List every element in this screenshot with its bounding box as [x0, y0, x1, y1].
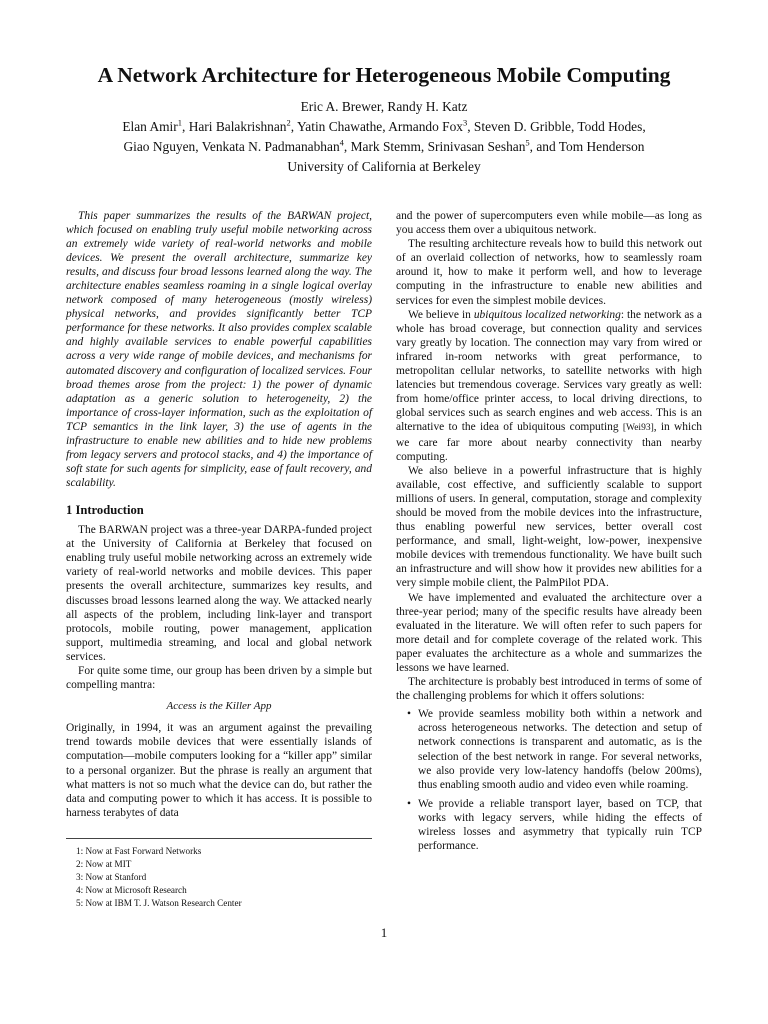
solutions-list — [396, 707, 702, 853]
list-item-text: We provide seamless mobility both within a network and across heterogeneous networks. The detection and setup of network connections is transparent and automatic, as is the selection of the best network in range. For several networks, we also provide very low-latency handoffs (below 200ms), thus enabling smooth audio and video even while roaming. — [418, 708, 702, 791]
right-paragraph-2 — [396, 308, 702, 464]
author-name: , Steven D. Gribble, Todd Hodes, — [467, 119, 646, 134]
affiliation: University of California at Berkeley — [287, 159, 481, 174]
paper-title: A Network Architecture for Heterogeneous Mobile Computing — [97, 63, 671, 87]
author-line-1: Eric A. Brewer, Randy H. Katz — [300, 99, 468, 114]
mantra: Access is the Killer App — [166, 700, 272, 713]
list-item-text: We provide a reliable transport layer, based on TCP, that works with legacy servers, while hiding the effects of wireless losses and asymmetry that typically ruin TCP performance. — [418, 797, 702, 853]
footnote: 3: Now at Stanford — [76, 872, 147, 882]
author-block — [30, 97, 738, 177]
author-line-2 — [30, 117, 738, 137]
footnote: 5: Now at IBM T. J. Watson Research Center — [76, 898, 242, 908]
list-item — [396, 797, 702, 853]
left-column — [66, 209, 372, 820]
intro-paragraph-3: Originally, in 1994, it was an argument against the prevailing trend towards mobile devices that were essentially islands of computation—mobile computers looking for a “killer app” similar to a personal organizer. But the phrase is really an argument that what matters is not so much what the device can do, but rather the data and computing power to which it has access. It is possible to harness terabytes of data — [66, 722, 372, 819]
author-footnote-mark: 3 — [462, 117, 468, 128]
footnote-divider — [66, 838, 372, 839]
right-paragraph-5: The architecture is probably best introduced in terms of some of the challenging problems for which it offers solutions: — [396, 676, 702, 703]
right-paragraph-0: and the power of supercomputers even while mobile—as long as you access them over a ubiquitous network. — [396, 210, 702, 237]
section-heading-introduction: 1 Introduction — [66, 502, 144, 517]
right-paragraph-1: The resulting architecture reveals how to build this network out of an overlaid collection of networks, how to seamlessly roam around it, how to make it perform well, and how to leverage computing in the infrastructure to enable new abilities and services for even the simplest mobile devices. — [396, 238, 702, 307]
footnote: 2: Now at MIT — [76, 859, 132, 869]
intro-paragraph-2: For quite some time, our group has been driven by a simple but compelling mantra: — [66, 664, 372, 692]
text-run: We believe in — [408, 308, 474, 321]
citation: [Wei93] — [622, 423, 654, 434]
author-name: , Mark Stemm, Srinivasan Seshan — [343, 139, 526, 154]
author-name: Elan Amir — [122, 119, 178, 134]
author-footnote-mark: 1 — [177, 117, 182, 128]
author-name: , and Tom Henderson — [529, 139, 645, 154]
text-run: : the network as a whole has broad coverage, but connection quality and services vary greatly by location. The connection may vary from wired or infrared in-room networks with great performance, to metropolitan cellular networks, to satellite networks with high latencies but tremendous coverage. Services vary greatly as well: from home/office printer access, to local driving directions, to global services such as search engines and web access. This is an alternative to the idea of ubiquitous computing — [396, 308, 703, 434]
author-name: Giao Nguyen, Venkata N. Padmanabhan — [123, 139, 340, 154]
right-column — [396, 209, 702, 858]
right-paragraph-3: We also believe in a powerful infrastructure that is highly available, cost effective, and sufficiently scalable to support millions of users. In general, computation, storage and complexity should be moved from the mobile devices into the infrastructure, thus enabling powerful new services, better overall cost performance, and small, light-weight, low-power, inexpensive mobile devices with tremendous functionality. We have built such an infrastructure and will show how it provides new abilities for a very simple mobile client, the PalmPilot PDA. — [396, 464, 702, 590]
author-name: , Hari Balakrishnan — [182, 119, 287, 134]
author-name: , Yatin Chawathe, Armando Fox — [290, 119, 463, 134]
emphasis-text: ubiquitous localized networking — [473, 308, 621, 321]
footnote: 4: Now at Microsoft Research — [76, 885, 187, 895]
text-run: , in which we care far more about nearby connectivity than nearby computing. — [396, 421, 702, 463]
intro-paragraph-1: The BARWAN project was a three-year DARPA-funded project at the University of California at Berkeley that focused on enabling truly useful mobile networking across an extremely wide variety of real-world networks and mobile devices. This paper presents the overall architecture, summarizes key results, and discusses broad lessons learned along the way. We attacked nearly all aspects of the problem, including link-layer and transport protocols, mobile routing, power management, application support, multimedia streaming, and local and global network services. — [66, 524, 372, 663]
author-footnote-mark: 2 — [286, 117, 291, 128]
author-footnote-mark: 5 — [525, 137, 530, 148]
author-line-3 — [30, 137, 738, 157]
footnote: 1: Now at Fast Forward Networks — [76, 846, 202, 856]
page-number: 1 — [380, 925, 388, 940]
abstract: This paper summarizes the results of the BARWAN project, which focused on enabling truly useful mobile networking across an extremely wide variety of real-world networks and mobile devices. We present the overall architecture, summarize key results, and discuss four broad lessons learned along the way. The architecture enables seamless roaming in a single logical overlay network composed of many heterogeneous (mostly wireless) physical networks, and provides significantly better TCP performance for these networks. It also provides complex scalable and highly available services to enable powerful capabilities across a very wide range of mobile devices, and mechanisms for automated discovery and configuration of localized services. Four broad themes arose from the project: 1) the power of dynamic adaptation as a generic solution to heterogeneity, 2) the importance of cross-layer information, such as the exploitation of TCP semantics in the link layer, 3) the use of agents in the infrastructure to enable new abilities and to hide new problems from legacy servers and protocol stacks, and 4) the importance of soft state for such agents for simplicity, ease of fault recovery, and scalability. — [66, 210, 372, 489]
author-footnote-mark: 4 — [339, 137, 344, 148]
list-item — [396, 707, 702, 792]
right-paragraph-4: We have implemented and evaluated the architecture over a three-year period; many of the specific results have already been evaluated in the literature. We will often refer to such papers for more detail and for complete coverage of the related work. This paper evaluates the architecture as a whole and summarizes the lessons we have learned. — [396, 591, 702, 674]
bullet-icon: • — [407, 708, 412, 721]
bullet-icon: • — [407, 797, 412, 810]
footnotes — [76, 845, 376, 910]
